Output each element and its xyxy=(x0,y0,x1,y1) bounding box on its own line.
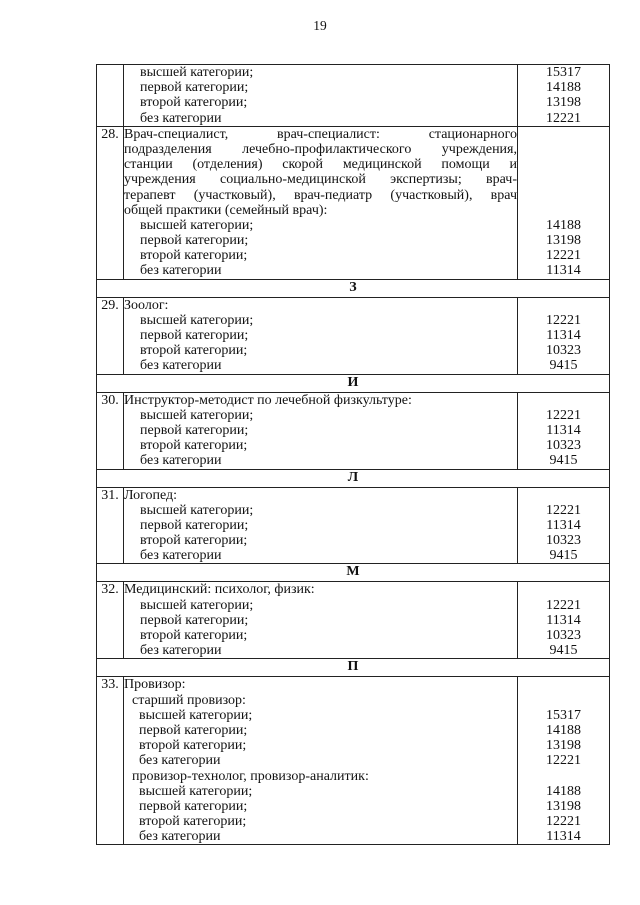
item-values xyxy=(518,297,610,374)
category-label: первой категории; xyxy=(140,80,249,96)
value-spacer xyxy=(518,142,609,157)
item-title-line: Провизор: xyxy=(124,677,186,693)
category-label: первой категории; xyxy=(140,328,249,343)
table-row xyxy=(97,582,610,659)
value-spacer xyxy=(518,203,609,218)
category-label: второй категории; xyxy=(140,438,248,454)
rate-value: 12221 xyxy=(546,502,581,518)
item-title-line: станции (отделения) скорой медицинской помощи и xyxy=(124,157,517,173)
rate-value: 13198 xyxy=(546,738,581,754)
item-description xyxy=(124,392,518,469)
category-label: первой категории; xyxy=(140,517,249,533)
category-label: второй категории; xyxy=(140,248,248,264)
value-spacer xyxy=(518,693,609,708)
rate-value: 9415 xyxy=(549,358,578,374)
category-label: высшей категории; xyxy=(140,217,254,233)
rate-value: 13198 xyxy=(546,233,581,249)
table-row xyxy=(97,297,610,374)
item-title-line: Логопед: xyxy=(124,487,178,503)
category-label: второй категории; xyxy=(140,628,248,643)
category-label: высшей категории; xyxy=(140,312,254,328)
item-number: 29. xyxy=(97,297,124,374)
table-row xyxy=(97,126,610,279)
item-title-line: терапевт (участковый), врач-педиатр (участковый), врач xyxy=(124,187,517,203)
category-label: высшей категории; xyxy=(139,783,253,799)
category-label: без категории xyxy=(139,829,221,845)
table-body xyxy=(97,65,610,845)
rate-value: 12221 xyxy=(546,753,581,769)
rate-value: 12221 xyxy=(546,110,581,126)
item-values xyxy=(518,126,610,279)
letter-row xyxy=(97,279,610,297)
category-label: второй категории; xyxy=(140,533,248,549)
salary-rates-table xyxy=(96,64,610,845)
value-spacer xyxy=(518,393,609,408)
category-label: без категории xyxy=(140,643,222,659)
rate-value: 12221 xyxy=(546,407,581,423)
group-title: провизор-технолог, провизор-аналитик: xyxy=(132,768,369,784)
rate-value: 10323 xyxy=(546,533,581,549)
section-letter: П xyxy=(97,659,610,677)
item-description xyxy=(124,297,518,374)
category-label: без категории xyxy=(140,548,222,564)
category-label: высшей категории; xyxy=(140,65,254,80)
item-values xyxy=(518,582,610,659)
value-spacer xyxy=(518,582,609,597)
rate-value: 10323 xyxy=(546,343,581,359)
category-label: без категории xyxy=(140,110,222,126)
letter-row xyxy=(97,374,610,392)
rate-value: 9415 xyxy=(549,643,578,659)
table-row xyxy=(97,677,610,845)
rate-value: 11314 xyxy=(546,517,581,533)
item-number: 31. xyxy=(97,487,124,564)
letter-row xyxy=(97,564,610,582)
value-spacer xyxy=(518,157,609,172)
rate-value: 14188 xyxy=(546,783,581,799)
item-description xyxy=(124,487,518,564)
item-number: 30. xyxy=(97,392,124,469)
rate-value: 12221 xyxy=(546,248,581,264)
rate-value: 13198 xyxy=(546,95,581,111)
value-spacer xyxy=(518,677,609,692)
item-number: 32. xyxy=(97,582,124,659)
item-number: 28. xyxy=(97,126,124,279)
group-title: старший провизор: xyxy=(132,692,246,708)
category-label: первой категории; xyxy=(140,233,249,249)
item-title-line: Медицинский: психолог, физик: xyxy=(124,582,315,598)
rate-value: 11314 xyxy=(546,263,581,279)
section-letter: З xyxy=(97,279,610,297)
value-spacer xyxy=(518,172,609,187)
category-label: высшей категории; xyxy=(139,707,253,723)
rate-value: 9415 xyxy=(549,453,578,469)
item-title-line: учреждения социально-медицинской экспертизы; врач- xyxy=(124,172,517,188)
item-values xyxy=(518,65,610,127)
category-label: высшей категории; xyxy=(140,407,254,423)
item-title-line: Зоолог: xyxy=(124,297,169,313)
category-label: без категории xyxy=(140,263,222,279)
category-label: без категории xyxy=(139,753,221,769)
rate-value: 12221 xyxy=(546,597,581,613)
rate-value: 14188 xyxy=(546,80,581,96)
rate-value: 11314 xyxy=(546,829,581,845)
category-label: высшей категории; xyxy=(140,597,254,613)
section-letter: М xyxy=(97,564,610,582)
value-spacer xyxy=(518,188,609,203)
category-label: второй категории; xyxy=(140,95,248,111)
rate-value: 12221 xyxy=(546,814,581,830)
category-label: высшей категории; xyxy=(140,502,254,518)
value-spacer xyxy=(518,488,609,503)
value-spacer xyxy=(518,769,609,784)
item-title-line: Инструктор-методист по лечебной физкультуре: xyxy=(124,392,412,408)
item-values xyxy=(518,677,610,845)
letter-row xyxy=(97,659,610,677)
item-description xyxy=(124,126,518,279)
rate-value: 11314 xyxy=(546,422,581,438)
item-title-line: Врач-специалист, врач-специалист: стационарного xyxy=(124,126,517,142)
item-description xyxy=(124,677,518,845)
rate-value: 9415 xyxy=(549,548,578,564)
table-row xyxy=(97,65,610,127)
category-label: первой категории; xyxy=(139,798,248,814)
section-letter: И xyxy=(97,374,610,392)
category-label: без категории xyxy=(140,358,222,374)
section-letter: Л xyxy=(97,469,610,487)
table-row xyxy=(97,392,610,469)
rate-value: 15317 xyxy=(546,707,581,723)
table-row xyxy=(97,487,610,564)
rate-value: 12221 xyxy=(546,312,581,328)
rate-value: 15317 xyxy=(546,65,581,80)
rate-value: 13198 xyxy=(546,798,581,814)
item-number xyxy=(97,65,124,127)
category-label: первой категории; xyxy=(140,422,249,438)
item-title-line: подразделения лечебно-профилактического учреждения, xyxy=(124,141,517,157)
category-label: первой категории; xyxy=(140,612,249,628)
rate-value: 11314 xyxy=(546,612,581,628)
category-label: без категории xyxy=(140,453,222,469)
item-number: 33. xyxy=(97,677,124,845)
item-values xyxy=(518,487,610,564)
value-spacer xyxy=(518,127,609,142)
rate-value: 10323 xyxy=(546,438,581,454)
item-description xyxy=(124,65,518,127)
page-number: 19 xyxy=(313,18,327,33)
letter-row xyxy=(97,469,610,487)
rate-value: 10323 xyxy=(546,628,581,643)
rate-value: 14188 xyxy=(546,217,581,233)
item-description xyxy=(124,582,518,659)
item-values xyxy=(518,392,610,469)
category-label: второй категории; xyxy=(140,343,248,359)
category-label: второй категории; xyxy=(139,814,247,830)
rate-value: 14188 xyxy=(546,722,581,738)
category-label: первой категории; xyxy=(139,722,248,738)
value-spacer xyxy=(518,298,609,313)
rate-value: 11314 xyxy=(546,328,581,343)
category-label: второй категории; xyxy=(139,738,247,754)
item-title-line: общей практики (семейный врач): xyxy=(124,202,328,218)
